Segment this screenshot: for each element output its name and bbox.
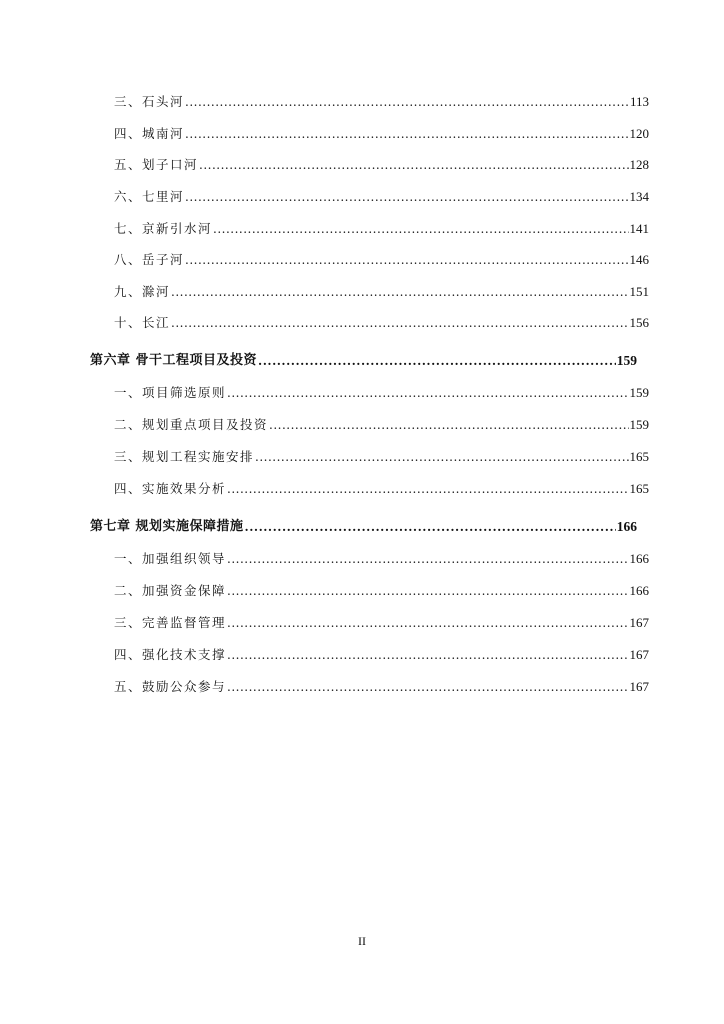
toc-page-number: 166 (616, 519, 637, 534)
toc-page-number: 159 (629, 385, 649, 400)
toc-chapter-title: 第六章 骨干工程项目及投资 (90, 353, 258, 368)
toc-entry[interactable] (102, 219, 649, 239)
toc-entry[interactable] (102, 677, 649, 697)
toc-leader-dots (255, 447, 628, 467)
toc-entry-title: 五、划子口河 (114, 157, 199, 172)
toc-page-number: 167 (629, 679, 649, 694)
toc-entry[interactable] (102, 313, 649, 333)
toc-entry-title: 二、规划重点项目及投资 (114, 417, 269, 432)
toc-entry-title: 二、加强资金保障 (114, 583, 227, 598)
toc-entry[interactable] (102, 447, 649, 467)
toc-leader-dots (185, 124, 628, 144)
toc-entry-title: 四、实施效果分析 (114, 481, 227, 496)
toc-leader-dots (213, 219, 628, 239)
toc-leader-dots (227, 479, 628, 499)
toc-page-number: 151 (629, 284, 649, 299)
toc-leader-dots (227, 383, 628, 403)
toc-entry[interactable] (102, 124, 649, 144)
toc-entry-title: 九、滁河 (114, 284, 171, 299)
toc-page-number: 159 (616, 353, 637, 368)
toc-page-number: 134 (629, 189, 649, 204)
toc-entry[interactable] (102, 479, 649, 499)
toc-leader-dots (227, 645, 628, 665)
toc-entry[interactable] (102, 581, 649, 601)
toc-page-number: 166 (629, 583, 649, 598)
toc-leader-dots (245, 517, 616, 537)
toc-leader-dots (185, 187, 628, 207)
toc-entry[interactable] (102, 92, 649, 112)
toc-entry[interactable] (102, 415, 649, 435)
toc-entry-title: 八、岳子河 (114, 252, 185, 267)
toc-leader-dots (269, 415, 628, 435)
toc-leader-dots (185, 250, 628, 270)
toc-chapter-heading[interactable] (90, 351, 637, 371)
toc-entry-title: 三、石头河 (114, 94, 185, 109)
toc-chapter-heading[interactable] (90, 517, 637, 537)
toc-page-number: 146 (629, 252, 649, 267)
toc-leader-dots (227, 677, 628, 697)
toc-entry[interactable] (102, 645, 649, 665)
toc-page-number: 165 (629, 449, 649, 464)
toc-entry-title: 四、强化技术支撑 (114, 647, 227, 662)
toc-page-number: 159 (629, 417, 649, 432)
toc-entry-title: 四、城南河 (114, 126, 185, 141)
toc-entry-title: 十、长江 (114, 315, 171, 330)
toc-leader-dots (199, 155, 628, 175)
toc-page-number: 128 (629, 157, 649, 172)
toc-leader-dots (185, 92, 629, 112)
toc-entry-title: 六、七里河 (114, 189, 185, 204)
toc-entry-title: 七、京新引水河 (114, 221, 213, 236)
toc-page-number: 167 (629, 647, 649, 662)
toc-page-number: 167 (629, 615, 649, 630)
toc-entry[interactable] (102, 613, 649, 633)
toc-entry[interactable] (102, 250, 649, 270)
toc-entry-title: 五、鼓励公众参与 (114, 679, 227, 694)
toc-page-number: 165 (629, 481, 649, 496)
toc-leader-dots (227, 613, 628, 633)
toc-entry-title: 一、加强组织领导 (114, 551, 227, 566)
toc-entry[interactable] (102, 549, 649, 569)
toc-leader-dots (227, 549, 628, 569)
toc-entry-title: 三、规划工程实施安排 (114, 449, 255, 464)
toc-page-number: 166 (629, 551, 649, 566)
toc-leader-dots (227, 581, 628, 601)
toc-page-number: 113 (629, 94, 649, 109)
toc-entry[interactable] (102, 155, 649, 175)
toc-leader-dots (171, 313, 628, 333)
toc-page-number: 141 (629, 221, 649, 236)
toc-leader-dots (171, 282, 628, 302)
toc-page-number: 120 (629, 126, 649, 141)
toc-entry-title: 三、完善监督管理 (114, 615, 227, 630)
toc-entry-title: 一、项目筛选原则 (114, 385, 227, 400)
toc-entry[interactable] (102, 187, 649, 207)
toc-entry[interactable] (102, 282, 649, 302)
page-footer-number: II (358, 934, 366, 948)
toc-leader-dots (258, 351, 616, 371)
toc-entry[interactable] (102, 383, 649, 403)
toc-page-number: 156 (629, 315, 649, 330)
toc-chapter-title: 第七章 规划实施保障措施 (90, 519, 244, 534)
